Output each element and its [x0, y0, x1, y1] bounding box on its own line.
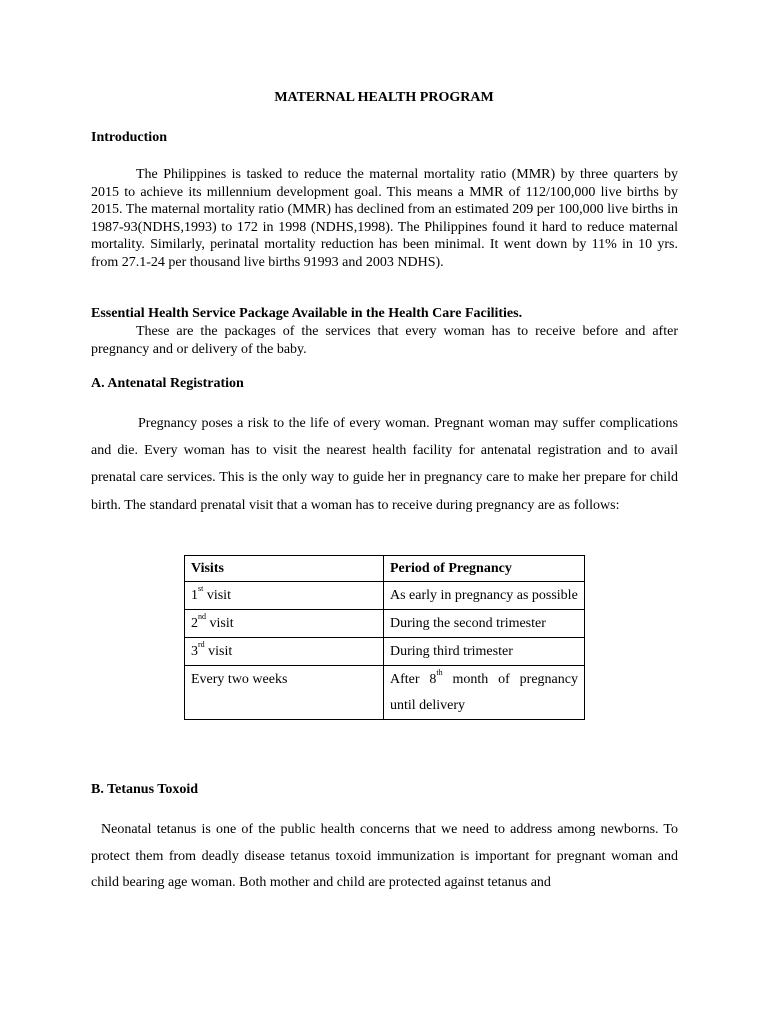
table-row	[185, 666, 585, 720]
period-cell: As early in pregnancy as possible	[384, 582, 585, 610]
antenatal-paragraph: Pregnancy poses a risk to the life of every woman. Pregnant woman may suffer complications and die. Every woman has to visit the nearest health facility for antenatal registration and to avail prenatal care services. This is the only way to guide her in pregnancy care to make her prepare for child birth. The standard prenatal visit that a woman has to receive during pregnancy are as follows:	[91, 416, 678, 513]
introduction-heading: Introduction	[91, 130, 167, 145]
document-title: MATERNAL HEALTH PROGRAM	[274, 90, 494, 105]
service-package-heading: Essential Health Service Package Available in the Health Care Facilities.	[91, 306, 523, 321]
table-row	[185, 610, 585, 638]
service-package-paragraph: These are the packages of the services that every woman has to receive before and after pregnancy and or delivery of the baby.	[91, 324, 678, 357]
visit-cell: 2nd visit	[185, 610, 384, 638]
visits-column-header: Visits	[185, 556, 384, 582]
period-cell: During the second trimester	[384, 610, 585, 638]
table-row	[185, 638, 585, 666]
period-cell: During third trimester	[384, 638, 585, 666]
prenatal-visits-table	[184, 555, 585, 720]
visit-cell: 1st visit	[185, 582, 384, 610]
antenatal-heading: A. Antenatal Registration	[91, 376, 244, 391]
tetanus-paragraph: Neonatal tetanus is one of the public health concerns that we need to address among newborns. To protect them from deadly disease tetanus toxoid immunization is important for pregnant woman and child bearing age woman. Both mother and child are protected against tetanus and	[91, 822, 678, 890]
table-row	[185, 582, 585, 610]
visit-cell: Every two weeks	[185, 666, 384, 720]
visit-cell: 3rd visit	[185, 638, 384, 666]
period-column-header: Period of Pregnancy	[384, 556, 585, 582]
period-cell: After 8th month of pregnancy until delivery	[384, 666, 585, 720]
introduction-paragraph: The Philippines is tasked to reduce the maternal mortality ratio (MMR) by three quarters by 2015 to achieve its millennium development goal. This means a MMR of 112/100,000 live births by 2015. The maternal mortality ratio (MMR) has declined from an estimated 209 per 100,000 live births in 1987-93(NDHS,1993) to 172 in 1998 (NDHS,1998). The Philippines found it hard to reduce maternal mortality. Similarly, perinatal mortality reduction has been minimal. It went down by 11% in 10 yrs. from 27.1-24 per thousand live births 91993 and 2003 NDHS).	[91, 167, 678, 270]
table-header-row	[185, 556, 585, 582]
tetanus-heading: B. Tetanus Toxoid	[91, 782, 199, 797]
